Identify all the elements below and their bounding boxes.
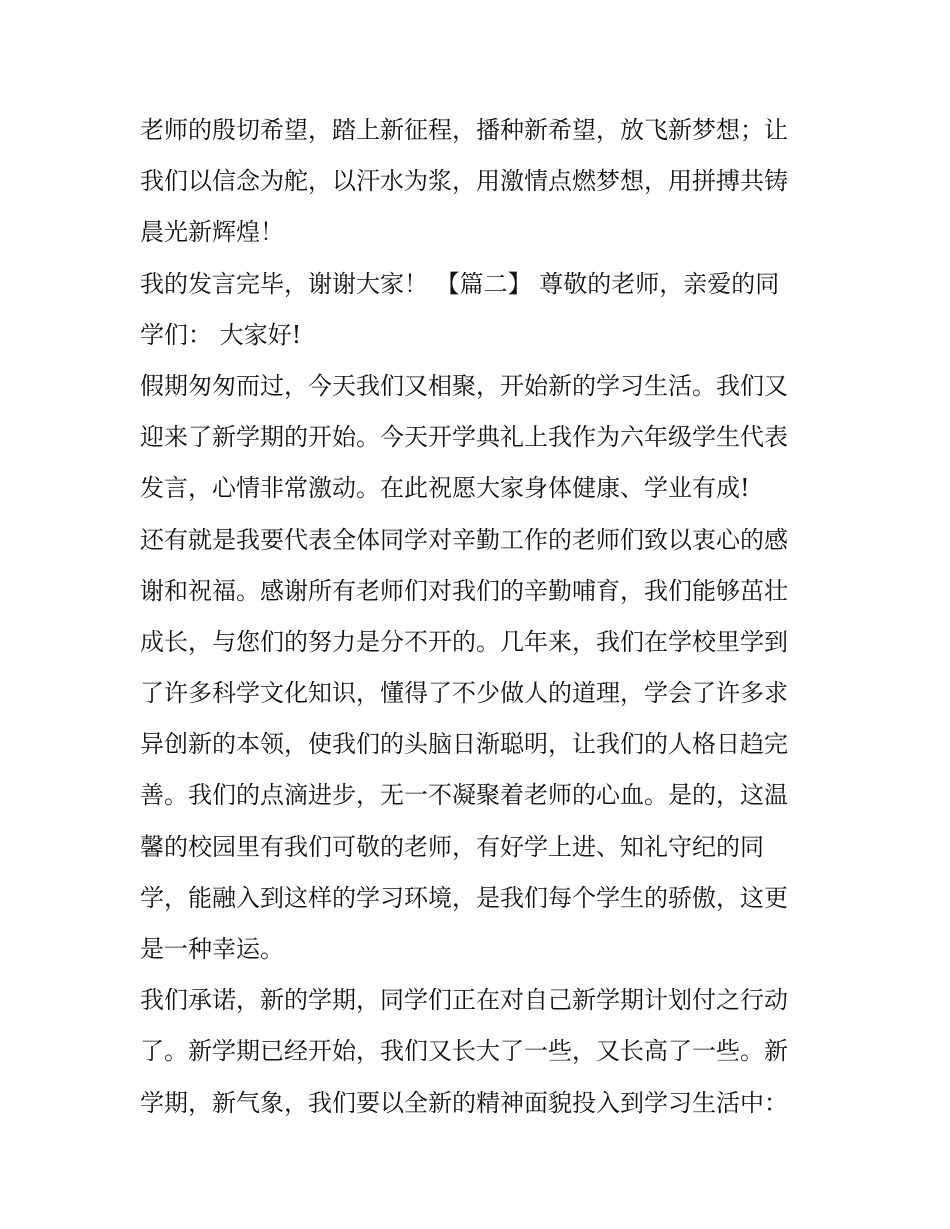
text-line: 我的发言完毕，谢谢大家！ 【篇二】 尊敬的老师，亲爱的同: [140, 269, 780, 298]
body-text: [140, 105, 820, 1129]
text-line: 老师的殷切希望，踏上新征程，播种新希望，放飞新梦想；让: [140, 116, 788, 144]
text-line: 成长，与您们的努力是分不开的。几年来，我们在学校里学到: [140, 627, 788, 656]
text-line: 发言，心情非常激动。在此祝愿大家身体健康、学业有成!: [140, 474, 750, 503]
text-line: 是一种幸运。: [140, 935, 284, 963]
text-line: 我们承诺，新的学期，同学们正在对自己新学期计划付之行动: [140, 986, 788, 1015]
text-line: 我们以信念为舵，以汗水为浆，用激情点燃梦想，用拼搏共铸: [140, 167, 788, 196]
text-line: 馨的校园里有我们可敬的老师，有好学上进、知礼守纪的同: [140, 832, 764, 861]
text-line: 学，能融入到这样的学习环境，是我们每个学生的骄傲，这更: [140, 883, 788, 912]
text-line: 了。新学期已经开始，我们又长大了一些，又长高了一些。新: [140, 1037, 788, 1066]
text-line: 假期匆匆而过，今天我们又相聚，开始新的学习生活。我们又: [140, 371, 788, 400]
text-line: 了许多科学文化知识，懂得了不少做人的道理，学会了许多求: [140, 679, 788, 708]
text-line: 善。我们的点滴进步，无一不凝聚着老师的心血。是的，这温: [140, 781, 788, 810]
text-line: 还有就是我要代表全体同学对辛勤工作的老师们致以衷心的感: [140, 525, 788, 554]
text-line: 异创新的本领，使我们的头脑日渐聪明，让我们的人格日趋完: [140, 730, 788, 759]
text-line: 学期，新气象，我们要以全新的精神面貌投入到学习生活中：: [140, 1088, 788, 1117]
text-line: 学们： 大家好!: [140, 320, 302, 349]
text-line: 迎来了新学期的开始。今天开学典礼上我作为六年级学生代表: [140, 423, 788, 452]
text-line: 谢和祝福。感谢所有老师们对我们的辛勤哺育，我们能够茁壮: [140, 576, 788, 605]
text-line: 晨光新辉煌！: [140, 218, 284, 247]
